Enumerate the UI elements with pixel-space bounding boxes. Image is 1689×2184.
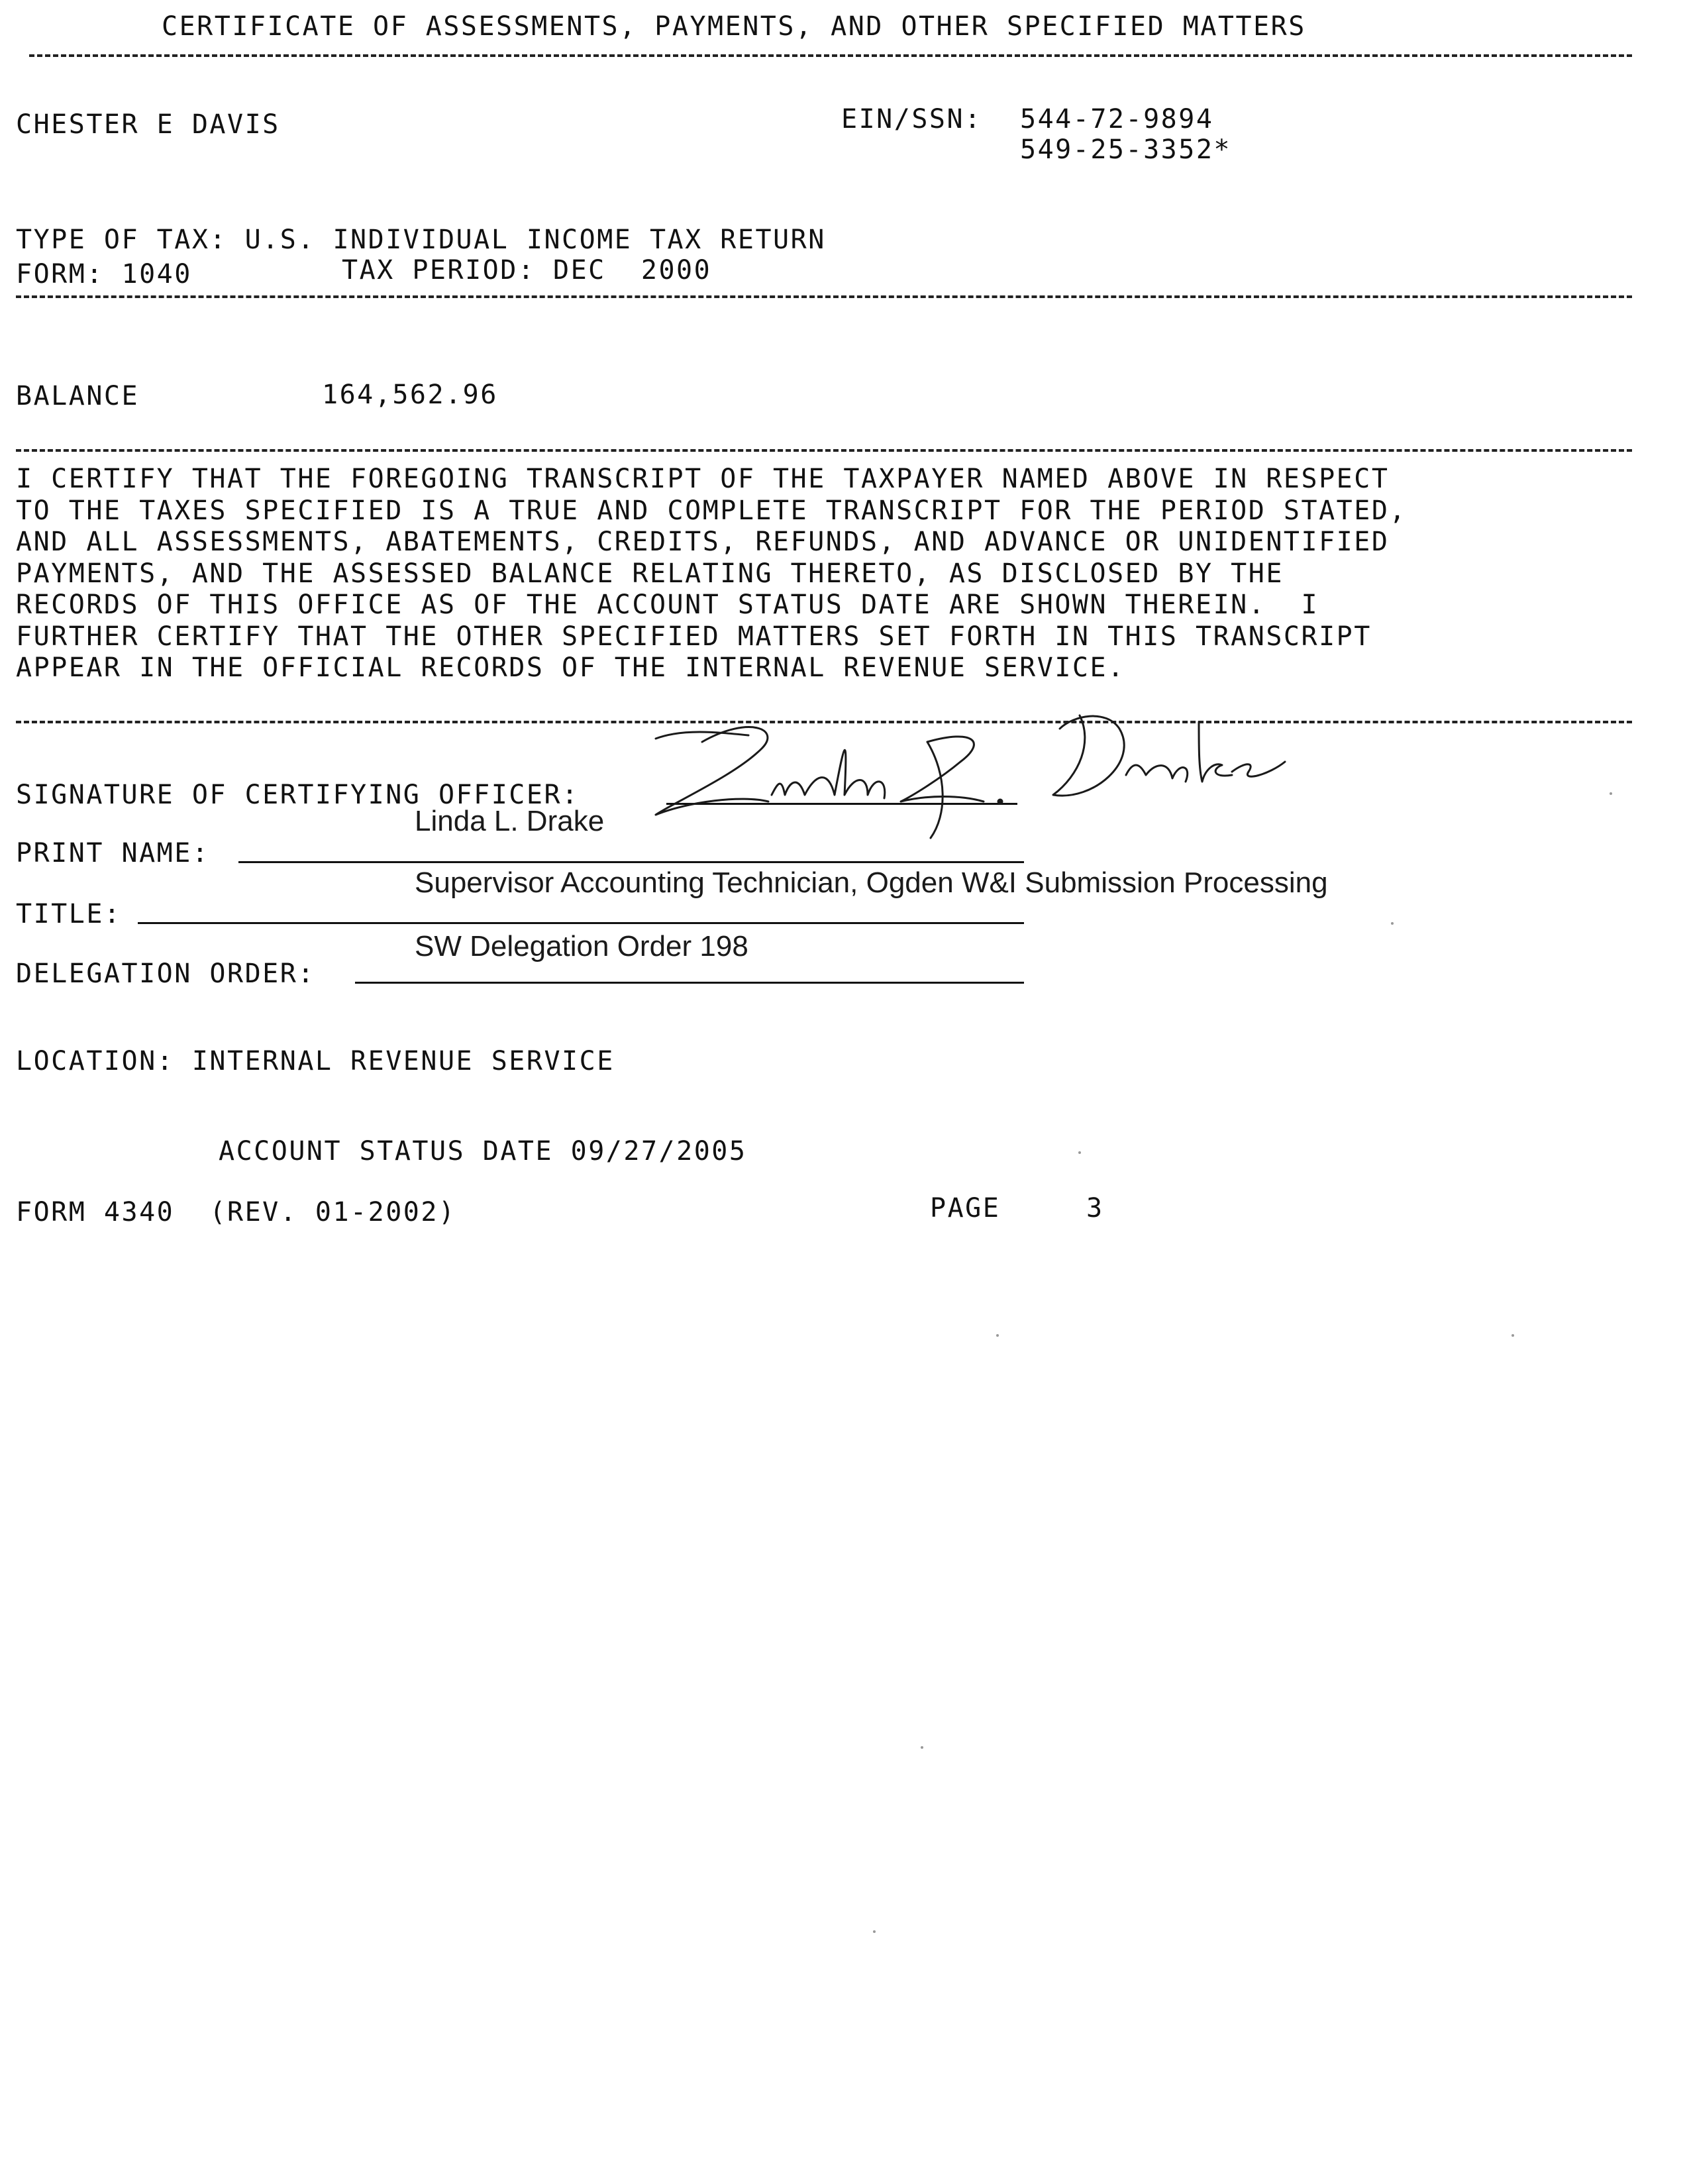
scan-speck bbox=[921, 1746, 923, 1749]
print-name-value: Linda L. Drake bbox=[415, 805, 605, 837]
scan-speck bbox=[873, 1930, 876, 1933]
page-number: 3 bbox=[1086, 1193, 1104, 1223]
tax-info-divider bbox=[16, 295, 1632, 298]
form-number: FORM: 1040 bbox=[16, 259, 192, 289]
print-name-line bbox=[238, 861, 1024, 863]
certification-line: TO THE TAXES SPECIFIED IS A TRUE AND COMPLETE TRANSCRIPT FOR THE PERIOD STATED, bbox=[16, 495, 1407, 526]
account-status-date: ACCOUNT STATUS DATE 09/27/2005 bbox=[219, 1136, 747, 1167]
scan-speck bbox=[1391, 922, 1394, 925]
delegation-order-value: SW Delegation Order 198 bbox=[415, 930, 748, 962]
page-label: PAGE bbox=[930, 1193, 1001, 1223]
certification-line: I CERTIFY THAT THE FOREGOING TRANSCRIPT OF THE TAXPAYER NAMED ABOVE IN RESPECT bbox=[16, 464, 1390, 494]
scan-speck bbox=[1078, 1151, 1081, 1154]
form-reference: FORM 4340 (REV. 01-2002) bbox=[16, 1197, 456, 1227]
taxpayer-name: CHESTER E DAVIS bbox=[16, 109, 280, 140]
certification-line: RECORDS OF THIS OFFICE AS OF THE ACCOUNT STATUS DATE ARE SHOWN THEREIN. I bbox=[16, 590, 1319, 620]
balance-label: BALANCE bbox=[16, 381, 140, 411]
balance-divider bbox=[16, 449, 1632, 452]
scan-speck bbox=[996, 1334, 999, 1337]
tax-type: TYPE OF TAX: U.S. INDIVIDUAL INCOME TAX RETURN bbox=[16, 225, 826, 255]
title-label: TITLE: bbox=[16, 899, 122, 929]
title-line bbox=[138, 922, 1024, 924]
signature-label: SIGNATURE OF CERTIFYING OFFICER: bbox=[16, 780, 580, 810]
certificate-title: CERTIFICATE OF ASSESSMENTS, PAYMENTS, AND OTHER SPECIFIED MATTERS bbox=[162, 11, 1306, 42]
print-name-label: PRINT NAME: bbox=[16, 838, 210, 868]
scan-speck bbox=[1610, 792, 1612, 795]
ein-ssn-label: EIN/SSN: bbox=[841, 104, 982, 134]
certification-line: PAYMENTS, AND THE ASSESSED BALANCE RELATING THERETO, AS DISCLOSED BY THE bbox=[16, 558, 1284, 589]
certification-line: FURTHER CERTIFY THAT THE OTHER SPECIFIED MATTERS SET FORTH IN THIS TRANSCRIPT bbox=[16, 621, 1372, 652]
delegation-order-label: DELEGATION ORDER: bbox=[16, 959, 315, 989]
certification-line: APPEAR IN THE OFFICIAL RECORDS OF THE INTERNAL REVENUE SERVICE. bbox=[16, 652, 1125, 683]
title-value: Supervisor Accounting Technician, Ogden W&I Submission Processing bbox=[415, 866, 1328, 899]
header-divider bbox=[29, 54, 1632, 57]
delegation-order-line bbox=[355, 982, 1024, 984]
scan-speck bbox=[1511, 1334, 1514, 1337]
location: LOCATION: INTERNAL REVENUE SERVICE bbox=[16, 1046, 615, 1076]
tax-period: TAX PERIOD: DEC 2000 bbox=[342, 255, 712, 286]
balance-amount: 164,562.96 bbox=[322, 380, 498, 410]
handwritten-signature bbox=[616, 702, 1318, 848]
ssn-secondary: 549-25-3352* bbox=[1020, 134, 1231, 165]
certification-paragraph bbox=[16, 464, 1632, 684]
ssn-primary: 544-72-9894 bbox=[1020, 104, 1214, 134]
certification-line: AND ALL ASSESSMENTS, ABATEMENTS, CREDITS, REFUNDS, AND ADVANCE OR UNIDENTIFIED bbox=[16, 527, 1390, 557]
